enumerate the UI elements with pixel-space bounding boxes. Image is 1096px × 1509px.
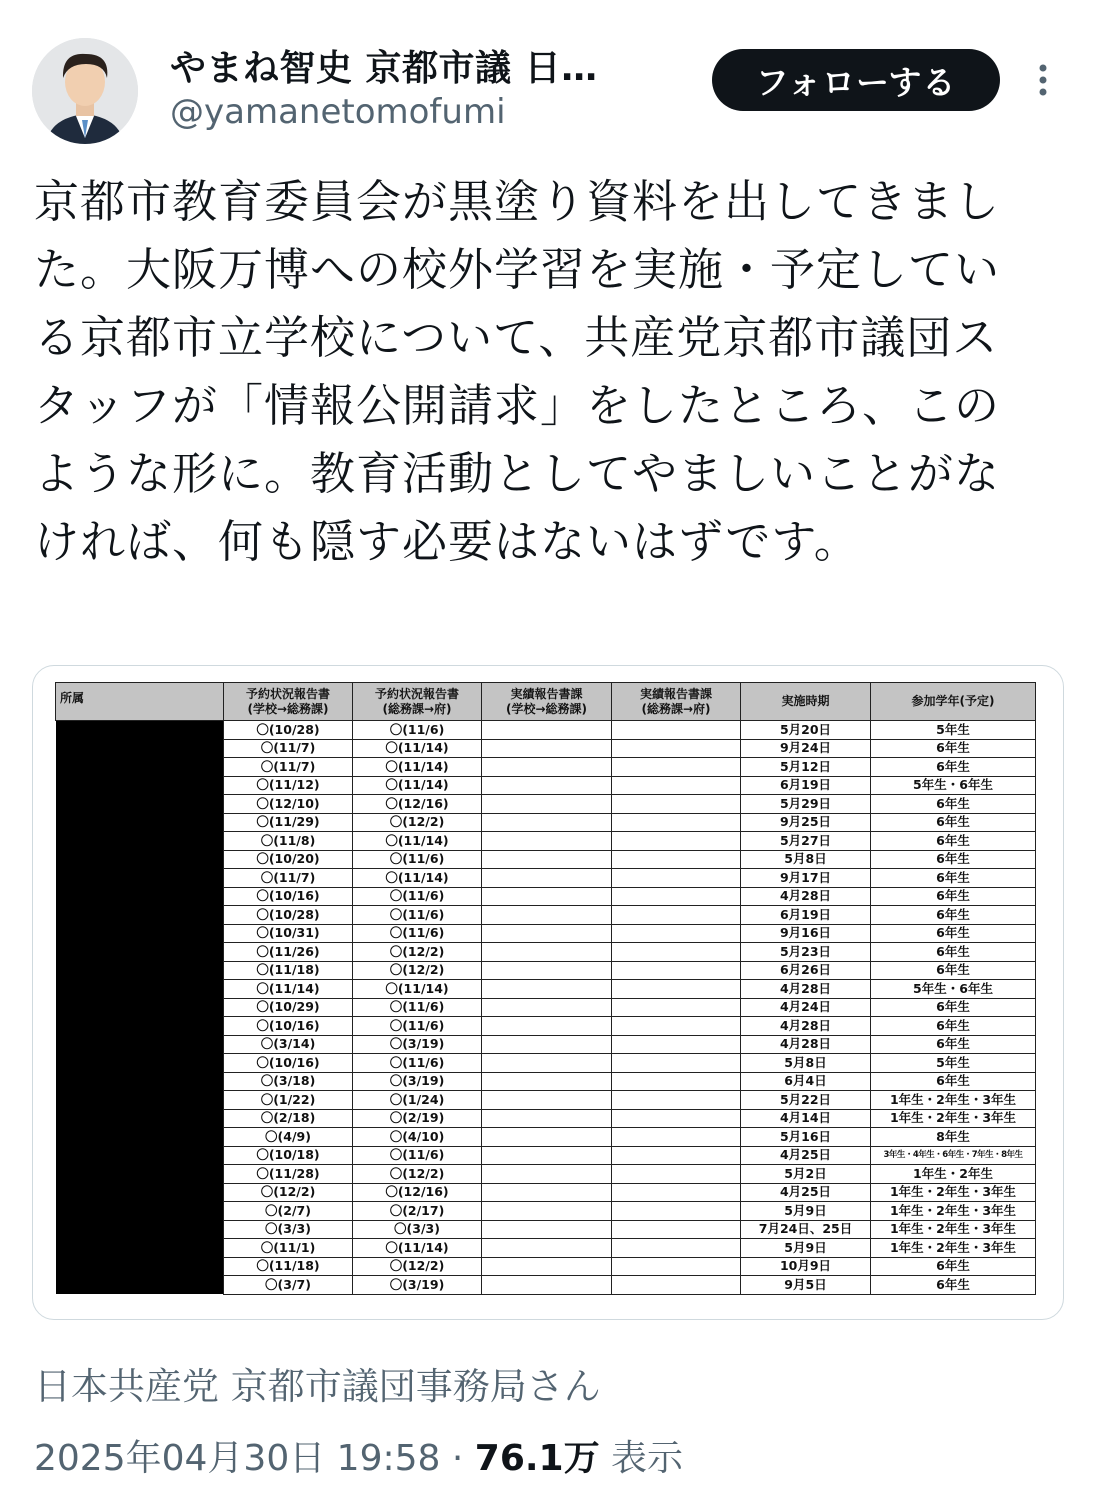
- table-cell: 1年生・2年生・3年生: [871, 1202, 1036, 1221]
- table-cell: 〇(11/14): [353, 980, 482, 999]
- table-cell: 6年生: [871, 739, 1036, 758]
- follow-button[interactable]: フォローする: [712, 49, 1000, 111]
- table-cell: 〇(11/14): [353, 776, 482, 795]
- table-cell: 〇(10/29): [224, 998, 353, 1017]
- table-cell: [612, 1276, 741, 1295]
- table-cell: 〇(12/16): [353, 795, 482, 814]
- table-cell: 〇(2/7): [224, 1202, 353, 1221]
- table-header-cell: 予約状況報告書 (学校→総務課): [224, 683, 353, 721]
- table-cell: [482, 850, 612, 869]
- table-cell: 4月24日: [741, 998, 871, 1017]
- table-cell: [482, 1072, 612, 1091]
- table-cell: [612, 813, 741, 832]
- tweet-meta: [34, 1430, 683, 1481]
- table-cell: 5月20日: [741, 721, 871, 740]
- table-cell: [612, 795, 741, 814]
- document-scan: [55, 682, 1035, 1294]
- table-cell: [612, 850, 741, 869]
- table-cell: [482, 961, 612, 980]
- table-cell: 〇(11/7): [224, 869, 353, 888]
- table-cell: [482, 1128, 612, 1147]
- table-header-cell: 予約状況報告書 (総務課→府): [353, 683, 482, 721]
- table-cell: 4月28日: [741, 887, 871, 906]
- table-cell: 〇(11/6): [353, 850, 482, 869]
- table-cell: 4月28日: [741, 980, 871, 999]
- table-cell: 〇(11/14): [353, 739, 482, 758]
- table-cell: 6月26日: [741, 961, 871, 980]
- table-cell: 6年生: [871, 813, 1036, 832]
- table-cell: 〇(10/20): [224, 850, 353, 869]
- table-cell: 〇(2/19): [353, 1109, 482, 1128]
- table-header-cell: 実績報告書課 (総務課→府): [612, 683, 741, 721]
- table-cell: 6月19日: [741, 776, 871, 795]
- table-cell: 〇(12/2): [353, 1165, 482, 1184]
- table-cell: [612, 1239, 741, 1258]
- table-cell: 〇(1/24): [353, 1091, 482, 1110]
- table-cell: 〇(11/6): [353, 906, 482, 925]
- table-cell: [612, 739, 741, 758]
- table-cell: 5月22日: [741, 1091, 871, 1110]
- table-cell: 4月25日: [741, 1146, 871, 1165]
- table-cell: 6年生: [871, 869, 1036, 888]
- table-cell: 5月16日: [741, 1128, 871, 1147]
- table-cell: 1年生・2年生・3年生: [871, 1183, 1036, 1202]
- table-header-cell: 参加学年(予定): [871, 683, 1036, 721]
- table-cell: 6月19日: [741, 906, 871, 925]
- table-cell: 5年生: [871, 1054, 1036, 1073]
- table-cell: 〇(12/2): [353, 961, 482, 980]
- table-cell: 〇(3/14): [224, 1035, 353, 1054]
- table-cell: 〇(10/16): [224, 1054, 353, 1073]
- table-cell: 〇(3/3): [353, 1220, 482, 1239]
- table-cell: 5月8日: [741, 850, 871, 869]
- table-cell: 6年生: [871, 998, 1036, 1017]
- table-cell: 6年生: [871, 1257, 1036, 1276]
- table-cell: 10月9日: [741, 1257, 871, 1276]
- table-cell: 〇(11/7): [224, 739, 353, 758]
- tweet-image[interactable]: [32, 665, 1064, 1320]
- author-display-name[interactable]: やまね智史 京都市議 日…: [170, 48, 598, 89]
- table-cell: 〇(11/8): [224, 832, 353, 851]
- table-header-row: [56, 683, 1036, 721]
- table-cell: [482, 1276, 612, 1295]
- table-cell: 〇(3/18): [224, 1072, 353, 1091]
- table-cell: [482, 924, 612, 943]
- author-handle[interactable]: @yamanetomofumi: [170, 92, 506, 132]
- table-cell: [612, 776, 741, 795]
- table-cell: 6月4日: [741, 1072, 871, 1091]
- table-cell: 〇(11/7): [224, 758, 353, 777]
- table-cell: 〇(2/17): [353, 1202, 482, 1221]
- table-cell: 〇(11/6): [353, 1054, 482, 1073]
- table-cell: 〇(11/6): [353, 887, 482, 906]
- table-cell: 1年生・2年生・3年生: [871, 1109, 1036, 1128]
- table-cell: [612, 1257, 741, 1276]
- table-cell: 〇(12/2): [353, 1257, 482, 1276]
- table-cell: 〇(1/22): [224, 1091, 353, 1110]
- table-cell: [482, 1146, 612, 1165]
- table-cell: 〇(12/10): [224, 795, 353, 814]
- table-cell: [612, 887, 741, 906]
- more-options-icon[interactable]: [1030, 60, 1056, 100]
- table-cell: 〇(11/1): [224, 1239, 353, 1258]
- table-cell: 6年生: [871, 1017, 1036, 1036]
- views-count: 76.1万: [474, 1438, 600, 1479]
- meta-separator: ·: [440, 1438, 475, 1479]
- table-cell: 9月25日: [741, 813, 871, 832]
- table-cell: 〇(4/10): [353, 1128, 482, 1147]
- table-cell: 〇(2/18): [224, 1109, 353, 1128]
- table-cell: [482, 1109, 612, 1128]
- table-cell: [612, 1128, 741, 1147]
- table-cell: [482, 1183, 612, 1202]
- tweet-text: 京都市教育委員会が黒塗り資料を出してきました。大阪万博への校外学習を実施・予定している京都市立学校について、共産党京都市議団スタッフが「情報公開請求」をしたところ、このような形に。教育活動としてやましいことがなければ、何も隠す必要はないはずです。: [34, 175, 1001, 568]
- table-cell: [482, 758, 612, 777]
- table-cell: [612, 832, 741, 851]
- table-cell: [612, 1035, 741, 1054]
- table-cell: [612, 1109, 741, 1128]
- table-cell: 1年生・2年生・3年生: [871, 1239, 1036, 1258]
- table-cell: 4月28日: [741, 1035, 871, 1054]
- redacted-affiliation-column: [56, 721, 224, 1295]
- table-cell: 1年生・2年生・3年生: [871, 1091, 1036, 1110]
- table-cell: [612, 1054, 741, 1073]
- table-cell: 6年生: [871, 850, 1036, 869]
- table-cell: 6年生: [871, 887, 1036, 906]
- table-body: [56, 721, 1036, 1295]
- table-cell: 〇(3/3): [224, 1220, 353, 1239]
- table-cell: 〇(11/14): [353, 869, 482, 888]
- views-label: 表示: [599, 1438, 684, 1479]
- table-cell: 5月8日: [741, 1054, 871, 1073]
- table-cell: 9月16日: [741, 924, 871, 943]
- avatar[interactable]: [32, 38, 138, 144]
- table-cell: 6年生: [871, 924, 1036, 943]
- table-cell: 〇(11/6): [353, 1146, 482, 1165]
- table-cell: 〇(10/31): [224, 924, 353, 943]
- table-cell: [482, 1239, 612, 1258]
- table-cell: [482, 1035, 612, 1054]
- table-cell: [482, 869, 612, 888]
- table-cell: 〇(4/9): [224, 1128, 353, 1147]
- table-cell: [612, 1146, 741, 1165]
- tweet-header: [0, 0, 1096, 150]
- table-cell: 〇(3/19): [353, 1035, 482, 1054]
- table-cell: 6年生: [871, 832, 1036, 851]
- table-cell: [482, 1202, 612, 1221]
- table-cell: 〇(11/6): [353, 998, 482, 1017]
- table-cell: [482, 1257, 612, 1276]
- table-cell: [482, 776, 612, 795]
- table-cell: 〇(10/28): [224, 906, 353, 925]
- table-header-cell: 所属: [56, 683, 224, 721]
- table-cell: 〇(3/19): [353, 1072, 482, 1091]
- table-cell: 〇(10/16): [224, 1017, 353, 1036]
- table-cell: [482, 832, 612, 851]
- table-cell: 〇(3/19): [353, 1276, 482, 1295]
- table-cell: [612, 924, 741, 943]
- table-cell: 〇(12/2): [224, 1183, 353, 1202]
- table-cell: [612, 906, 741, 925]
- table-cell: [612, 1091, 741, 1110]
- table-cell: 6年生: [871, 906, 1036, 925]
- table-cell: 5月29日: [741, 795, 871, 814]
- tweet-timestamp[interactable]: 2025年04月30日 19:58: [34, 1438, 441, 1479]
- table-cell: [482, 1054, 612, 1073]
- table-cell: [612, 980, 741, 999]
- table-cell: 〇(12/2): [353, 813, 482, 832]
- table-cell: [612, 1017, 741, 1036]
- table-cell: 〇(11/26): [224, 943, 353, 962]
- table-cell: 〇(10/16): [224, 887, 353, 906]
- table-cell: 〇(11/14): [353, 758, 482, 777]
- table-cell: 5月27日: [741, 832, 871, 851]
- table-cell: [612, 758, 741, 777]
- table-cell: 〇(10/28): [224, 721, 353, 740]
- table-cell: [612, 943, 741, 962]
- table-cell: 〇(11/6): [353, 1017, 482, 1036]
- document-table: [55, 682, 1036, 1295]
- table-cell: 6年生: [871, 1072, 1036, 1091]
- table-cell: [482, 739, 612, 758]
- table-cell: 6年生: [871, 961, 1036, 980]
- table-cell: 5月12日: [741, 758, 871, 777]
- table-row: [56, 721, 1036, 740]
- table-cell: [612, 869, 741, 888]
- table-cell: [482, 813, 612, 832]
- table-cell: 1年生・2年生: [871, 1165, 1036, 1184]
- table-cell: 5年生・6年生: [871, 776, 1036, 795]
- table-cell: 9月17日: [741, 869, 871, 888]
- table-cell: 6年生: [871, 758, 1036, 777]
- table-cell: 4月25日: [741, 1183, 871, 1202]
- table-cell: [482, 998, 612, 1017]
- table-cell: [612, 1220, 741, 1239]
- table-cell: 〇(11/29): [224, 813, 353, 832]
- table-cell: [612, 1202, 741, 1221]
- table-cell: [482, 887, 612, 906]
- avatar-photo-icon: [32, 38, 138, 144]
- table-cell: [482, 943, 612, 962]
- table-cell: 〇(11/14): [224, 980, 353, 999]
- table-cell: 4月14日: [741, 1109, 871, 1128]
- table-cell: [482, 1017, 612, 1036]
- table-cell: 〇(11/18): [224, 961, 353, 980]
- table-cell: 8年生: [871, 1128, 1036, 1147]
- table-cell: 〇(11/6): [353, 924, 482, 943]
- table-cell: [482, 1165, 612, 1184]
- table-cell: 9月24日: [741, 739, 871, 758]
- table-cell: 7月24日、25日: [741, 1220, 871, 1239]
- table-cell: 4月28日: [741, 1017, 871, 1036]
- table-cell: 3年生・4年生・6年生・7年生・8年生: [871, 1146, 1036, 1165]
- table-cell: 5月9日: [741, 1202, 871, 1221]
- table-cell: [612, 1072, 741, 1091]
- table-cell: 〇(11/18): [224, 1257, 353, 1276]
- table-cell: [612, 721, 741, 740]
- table-cell: 6年生: [871, 1035, 1036, 1054]
- table-cell: 〇(11/12): [224, 776, 353, 795]
- table-cell: 5月9日: [741, 1239, 871, 1258]
- table-cell: 〇(11/6): [353, 721, 482, 740]
- table-cell: 5月2日: [741, 1165, 871, 1184]
- tweet-source[interactable]: 日本共産党 京都市議団事務局さん: [34, 1365, 601, 1408]
- table-cell: 〇(11/28): [224, 1165, 353, 1184]
- table-cell: 〇(11/14): [353, 832, 482, 851]
- table-cell: [612, 998, 741, 1017]
- table-header-cell: 実施時期: [741, 683, 871, 721]
- table-cell: 〇(12/16): [353, 1183, 482, 1202]
- table-cell: [482, 1220, 612, 1239]
- table-cell: 5年生・6年生: [871, 980, 1036, 999]
- table-cell: [612, 1183, 741, 1202]
- table-cell: [482, 795, 612, 814]
- table-cell: [482, 721, 612, 740]
- table-cell: 5年生: [871, 721, 1036, 740]
- table-cell: 6年生: [871, 795, 1036, 814]
- table-cell: 5月23日: [741, 943, 871, 962]
- table-header-cell: 実績報告書課 (学校→総務課): [482, 683, 612, 721]
- table-cell: 〇(12/2): [353, 943, 482, 962]
- table-cell: 1年生・2年生・3年生: [871, 1220, 1036, 1239]
- table-cell: 9月5日: [741, 1276, 871, 1295]
- table-cell: [612, 1165, 741, 1184]
- table-cell: [482, 906, 612, 925]
- table-cell: 〇(3/7): [224, 1276, 353, 1295]
- table-cell: [482, 1091, 612, 1110]
- table-cell: 〇(11/14): [353, 1239, 482, 1258]
- table-cell: [482, 980, 612, 999]
- table-cell: 〇(10/18): [224, 1146, 353, 1165]
- table-cell: 6年生: [871, 1276, 1036, 1295]
- table-cell: 6年生: [871, 943, 1036, 962]
- table-cell: [612, 961, 741, 980]
